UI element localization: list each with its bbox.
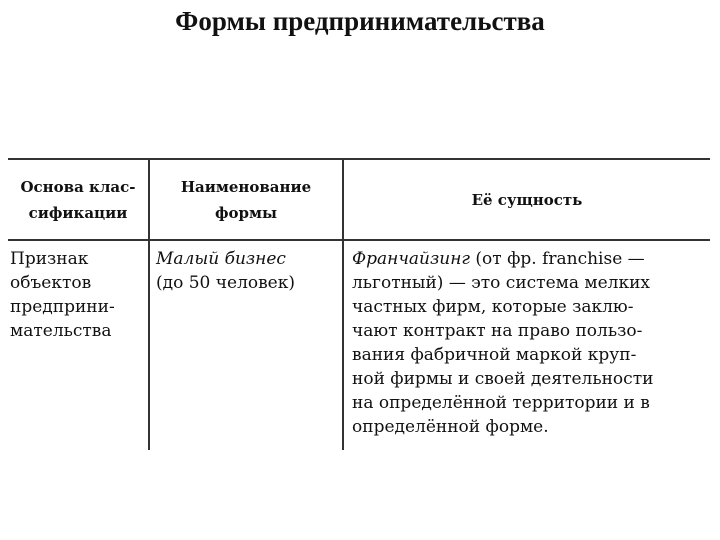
cell-essence xyxy=(352,247,712,439)
essence-line: определённой форме. xyxy=(352,417,549,437)
forms-table xyxy=(8,158,710,450)
header-classification-basis xyxy=(8,160,148,239)
cell-text-line: мательства xyxy=(10,321,112,341)
header-text-line: формы xyxy=(214,203,278,222)
form-name-italic: Малый бизнес xyxy=(156,249,286,269)
header-form-name xyxy=(150,160,342,239)
cell-form-name xyxy=(156,247,338,295)
header-text-line: Наименование xyxy=(180,177,312,196)
slide-title: Формы предпринимательства xyxy=(175,6,545,36)
header-text-line: Её сущность xyxy=(471,190,583,209)
cell-text-line: Признак xyxy=(10,249,89,269)
essence-line: вания фабричной маркой круп- xyxy=(352,345,637,365)
header-text-line: сификации xyxy=(28,203,128,222)
essence-line: на определённой территории и в xyxy=(352,393,650,413)
franchising-term: Франчайзинг xyxy=(352,249,470,269)
essence-line: чают контракт на право пользо- xyxy=(352,321,643,341)
essence-line: частных фирм, которые заклю- xyxy=(352,297,634,317)
cell-text-line: объектов xyxy=(10,273,92,293)
essence-line: льготный) — это система мелких xyxy=(352,273,651,293)
header-text-line: Основа клас- xyxy=(20,177,136,196)
essence-first-line xyxy=(352,247,712,271)
essence-first-line-rest: (от фр. franchise — xyxy=(470,249,645,269)
essence-line: ной фирмы и своей деятельности xyxy=(352,369,654,389)
table-header-rule xyxy=(8,239,710,241)
form-name-note: (до 50 человек) xyxy=(156,273,295,293)
cell-classification-basis xyxy=(10,247,144,343)
header-essence xyxy=(344,160,710,239)
cell-text-line: предприни- xyxy=(10,297,115,317)
